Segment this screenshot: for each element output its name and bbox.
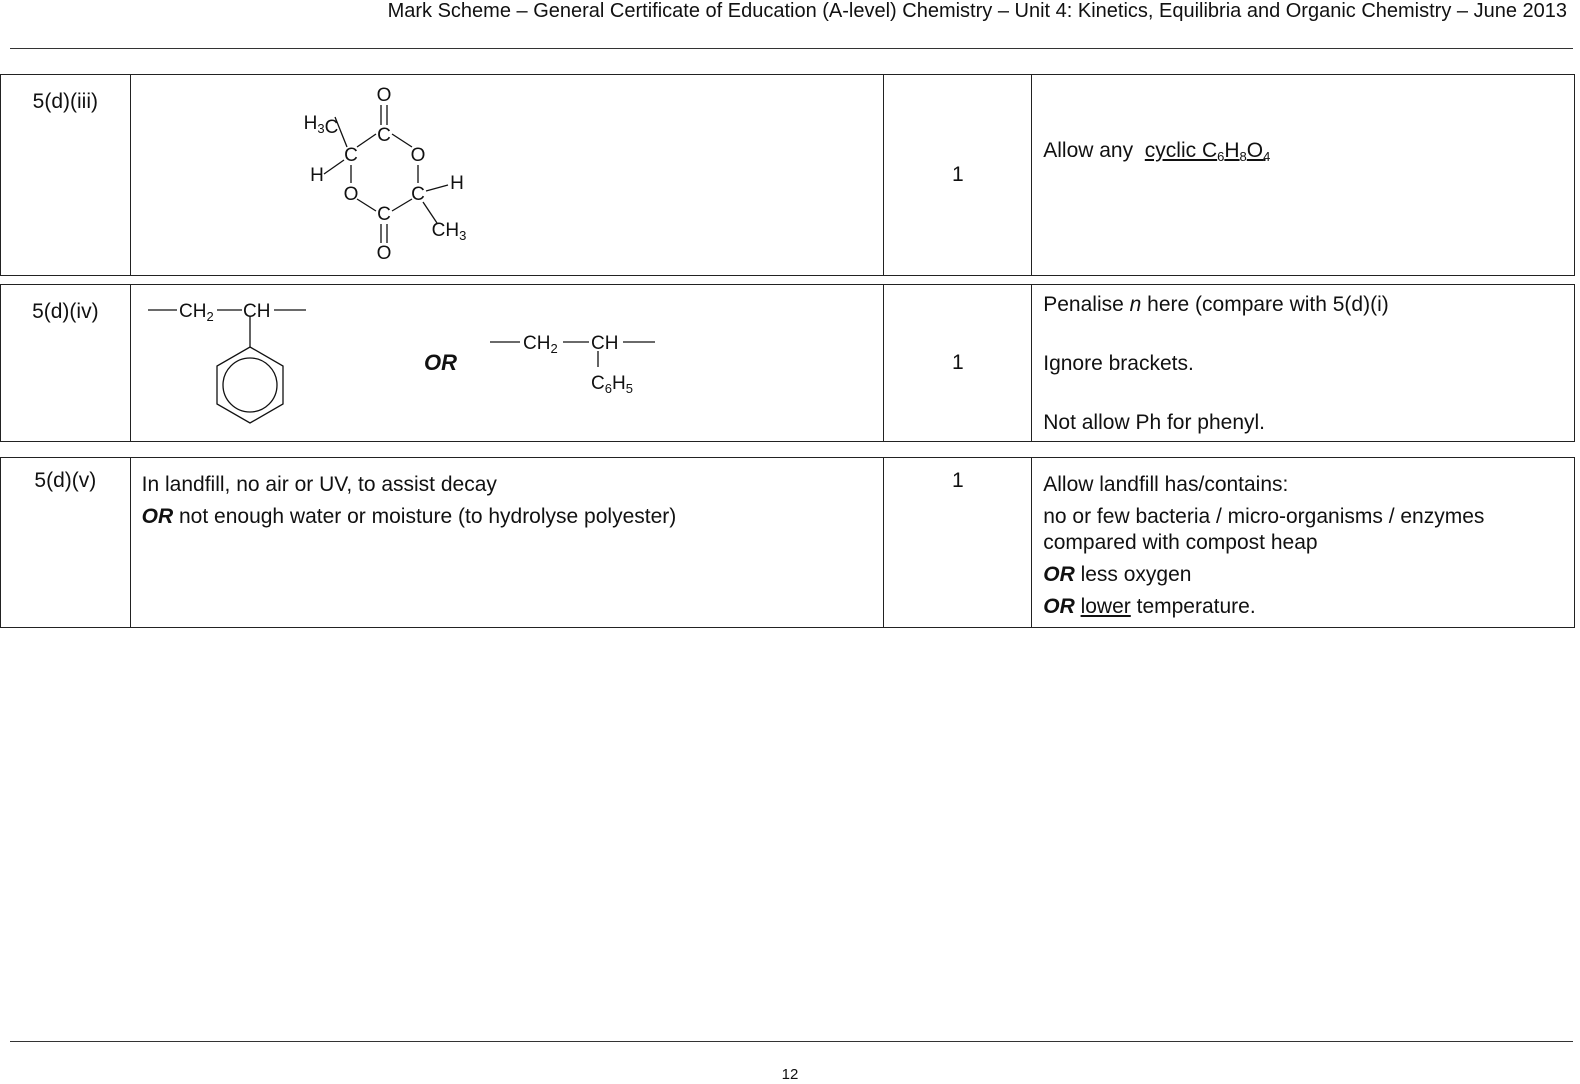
mark-scheme-row-iv bbox=[0, 284, 1575, 442]
atom-label: H bbox=[449, 173, 464, 194]
guidance-allow: Allow any bbox=[1043, 139, 1134, 162]
polystyrene-repeat-unit bbox=[131, 285, 691, 435]
page-header: Mark Scheme – General Certificate of Education (A-level) Chemistry – Unit 4: Kinetics, Equilibria and Organic Chemistry – June 2013 bbox=[387, 0, 1567, 22]
page-number: 12 bbox=[781, 1066, 799, 1083]
mark-value: 1 bbox=[884, 75, 1032, 276]
question-number: 5(d)(iv) bbox=[1, 285, 131, 442]
mark-scheme-row-v bbox=[0, 457, 1575, 628]
atom-label: O bbox=[410, 145, 426, 166]
left-chain-ch: CH bbox=[242, 301, 271, 322]
atom-label: O bbox=[376, 243, 392, 264]
mark-value: 1 bbox=[884, 285, 1032, 442]
guidance-formula: cyclic $C_6H_8O_4$ bbox=[1144, 139, 1271, 164]
or-label: OR bbox=[423, 350, 457, 375]
guidance-cell bbox=[1032, 285, 1575, 442]
answer-line: OR not enough water or moisture (to hydrolyse polyester) bbox=[141, 505, 677, 528]
atom-label: C bbox=[376, 125, 391, 146]
guidance-line: OR lower temperature. bbox=[1043, 595, 1256, 618]
cyclic-diester-structure bbox=[131, 75, 466, 269]
footer-rule bbox=[10, 1041, 1573, 1042]
answer-cell bbox=[130, 75, 884, 276]
question-number: 5(d)(v) bbox=[1, 458, 131, 628]
right-chain-ch: CH bbox=[590, 333, 619, 354]
atom-label: O bbox=[376, 85, 392, 106]
atom-label: $CH_3$ bbox=[431, 220, 466, 243]
atom-label: H bbox=[309, 165, 324, 186]
atom-label: O bbox=[343, 184, 359, 205]
guidance-line: no or few bacteria / micro-organisms / enzymes compared with compost heap bbox=[1043, 505, 1485, 554]
left-chain-formula: $CH_2$ bbox=[178, 301, 214, 324]
atom-label: C bbox=[410, 184, 425, 205]
guidance-line: OR less oxygen bbox=[1043, 563, 1192, 586]
question-number: 5(d)(iii) bbox=[1, 75, 131, 276]
atom-label: C bbox=[376, 204, 391, 225]
atom-label: $H_3C$ bbox=[303, 113, 339, 138]
guidance-cell bbox=[1032, 75, 1575, 276]
guidance-line: Not allow Ph for phenyl. bbox=[1043, 411, 1266, 434]
answer-cell bbox=[130, 285, 884, 442]
right-chain-formula: $CH_2$ bbox=[522, 333, 558, 356]
mark-value: 1 bbox=[884, 458, 1032, 628]
mark-scheme-row-iii bbox=[0, 74, 1575, 276]
header-rule bbox=[10, 48, 1573, 49]
guidance-line: Allow landfill has/contains: bbox=[1043, 473, 1289, 496]
answer-line: In landfill, no air or UV, to assist decay bbox=[141, 473, 497, 496]
guidance-line: Penalise n here (compare with 5(d)(i) bbox=[1043, 293, 1389, 316]
guidance-line: Ignore brackets. bbox=[1043, 352, 1194, 375]
phenyl-substituent: $C_6H_5$ bbox=[590, 373, 633, 396]
guidance-cell bbox=[1032, 458, 1575, 628]
answer-cell bbox=[130, 458, 884, 628]
atom-label: C bbox=[343, 145, 358, 166]
